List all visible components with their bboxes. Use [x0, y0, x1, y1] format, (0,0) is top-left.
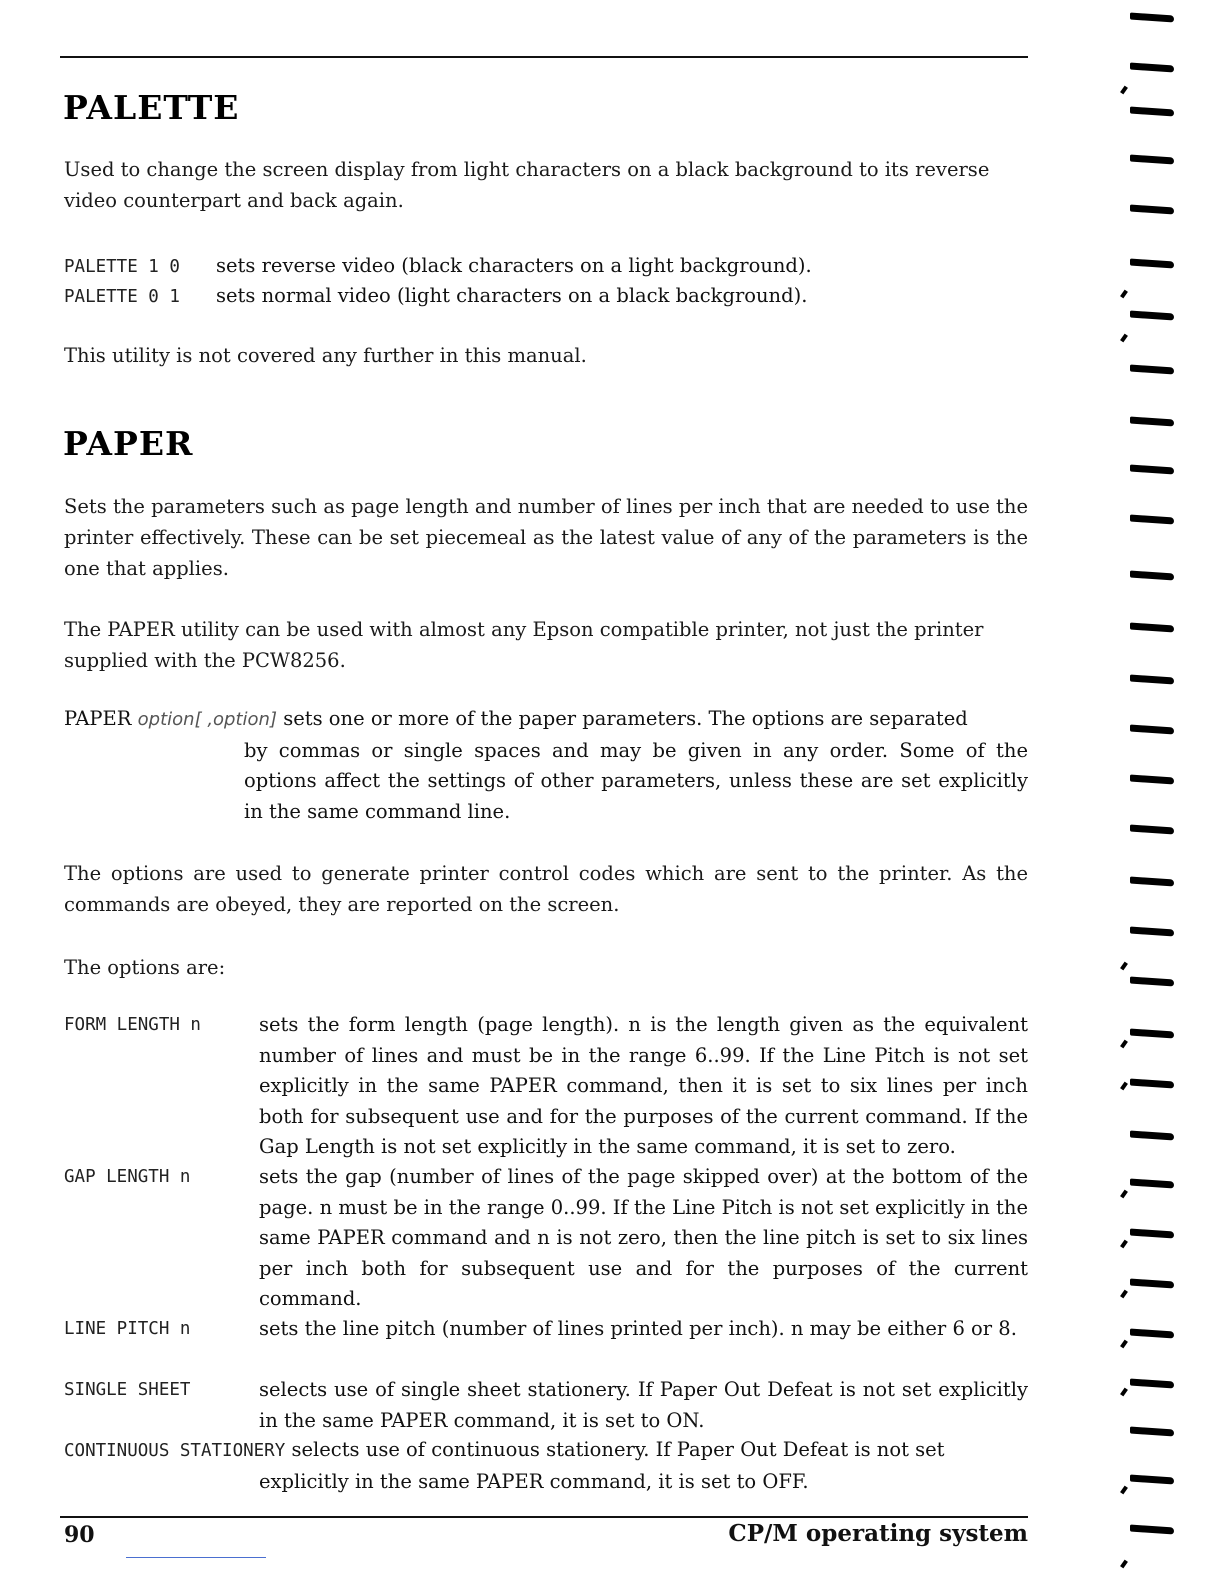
binding-mark	[1130, 1278, 1174, 1288]
binding-mark	[1130, 724, 1174, 734]
binding-mark	[1130, 876, 1174, 886]
palette-row-normal	[64, 280, 807, 313]
binding-tick	[1120, 1040, 1128, 1049]
binding-mark	[1130, 674, 1174, 684]
paper-control: The options are used to generate printer control codes which are sent to the printer. As the commands are obeyed, they are reported on the screen.	[64, 862, 1028, 916]
option-desc: sets the gap (number of lines of the page skipped over) at the bottom of the page. n must be in the range 0..99. If the Line Pitch is not set explicitly in the same PAPER command and n is not zero, then the line pitch is set to six lines per inch both for subsequent use and for the purposes of the current command.	[259, 1165, 1028, 1310]
binding-mark	[1130, 258, 1174, 268]
option-continuous-stationery	[64, 1435, 1028, 1497]
palette-desc: sets reverse video (black characters on a light background).	[216, 254, 812, 277]
binding-mark	[1130, 976, 1174, 986]
palette-desc: sets normal video (light characters on a black background).	[216, 284, 808, 307]
binding-mark	[1130, 1328, 1174, 1338]
binding-tick	[1120, 86, 1128, 95]
binding-mark	[1130, 1426, 1174, 1436]
option-desc-first: selects use of continuous stationery. If Paper Out Defeat is not set	[291, 1438, 945, 1461]
binding-mark	[1130, 1524, 1174, 1534]
binding-mark	[1130, 310, 1174, 320]
binding-mark	[1130, 570, 1174, 580]
binding-tick	[1120, 334, 1128, 343]
binding-mark	[1130, 154, 1174, 164]
binding-tick	[1120, 1290, 1128, 1299]
binding-tick	[1120, 1240, 1128, 1249]
footer-title: CP/M operating system	[728, 1520, 1028, 1547]
binding-tick	[1120, 962, 1128, 971]
option-label: GAP LENGTH n	[64, 1167, 191, 1187]
section-heading-paper: PAPER	[63, 424, 194, 463]
binding-tick	[1120, 1340, 1128, 1349]
binding-mark	[1130, 364, 1174, 374]
palette-intro: Used to change the screen display from light characters on a black background to its reverse video counterpart and back again.	[64, 158, 990, 212]
binding-mark	[1130, 514, 1174, 524]
binding-mark	[1130, 1228, 1174, 1238]
binding-tick	[1120, 1560, 1128, 1569]
bottom-rule	[60, 1516, 1028, 1518]
binding-tick	[1120, 1388, 1128, 1397]
binding-tick	[1120, 1486, 1128, 1495]
palette-row-reverse	[64, 250, 812, 283]
paper-intro: Sets the parameters such as page length and number of lines per inch that are needed to use the printer effectively. These can be set piecemeal as the latest value of any of the parameters is the one that applies.	[64, 495, 1028, 580]
option-desc-rest: explicitly in the same PAPER command, it is set to OFF.	[259, 1469, 809, 1493]
binding-mark	[1130, 1378, 1174, 1388]
option-desc: sets the line pitch (number of lines printed per inch). n may be either 6 or 8.	[259, 1317, 1017, 1340]
binding-mark	[1130, 464, 1174, 474]
paper-syntax	[64, 704, 1028, 827]
spiral-binding	[1120, 0, 1224, 1584]
binding-tick	[1120, 1082, 1128, 1091]
paper-syntax-cmd: PAPER	[64, 707, 132, 730]
binding-mark	[1130, 1078, 1174, 1088]
palette-note: This utility is not covered any further in this manual.	[64, 344, 587, 367]
binding-mark	[1130, 416, 1174, 426]
binding-mark	[1130, 1028, 1174, 1038]
option-desc: sets the form length (page length). n is the length given as the equivalent number of lines and must be in the range 6..99. If the Line Pitch is not set explicitly in the same PAPER command, then it is set to six lines per inch both for subsequent use and for the purposes of the current command. If the Gap Length is not set explicitly in the same command, it is set to zero.	[259, 1013, 1028, 1158]
option-single-sheet	[64, 1375, 1028, 1436]
paper-syntax-desc-rest: by commas or single spaces and may be given in any order. Some of the options affect the settings of other parameters, unless these are set explicitly in the same command line.	[244, 738, 1028, 823]
option-line-pitch	[64, 1314, 1028, 1345]
option-gap-length	[64, 1162, 1028, 1315]
option-label: SINGLE SHEET	[64, 1380, 191, 1400]
option-desc: selects use of single sheet stationery. If Paper Out Defeat is not set explicitly in the same PAPER command, it is set to ON.	[259, 1378, 1028, 1432]
binding-tick	[1120, 290, 1128, 299]
page-number: 90	[64, 1522, 95, 1548]
binding-mark	[1130, 12, 1174, 22]
binding-mark	[1130, 774, 1174, 784]
binding-tick	[1120, 1190, 1128, 1199]
binding-mark	[1130, 106, 1174, 116]
option-label: FORM LENGTH n	[64, 1015, 201, 1035]
binding-mark	[1130, 926, 1174, 936]
palette-cmd: PALETTE 1 0	[64, 257, 180, 277]
top-rule	[60, 56, 1028, 58]
paper-compat: The PAPER utility can be used with almost any Epson compatible printer, not just the printer supplied with the PCW8256.	[64, 618, 984, 672]
binding-mark	[1130, 204, 1174, 214]
option-label: CONTINUOUS STATIONERY	[64, 1441, 286, 1461]
option-form-length	[64, 1010, 1028, 1163]
binding-mark	[1130, 824, 1174, 834]
paper-syntax-args: option[ ,option]	[137, 709, 277, 730]
binding-mark	[1130, 1178, 1174, 1188]
section-heading-palette: PALETTE	[63, 88, 240, 127]
binding-mark	[1130, 62, 1174, 72]
binding-mark	[1130, 622, 1174, 632]
paper-syntax-desc-first: sets one or more of the paper parameters. The options are separated	[283, 707, 968, 730]
options-intro: The options are:	[64, 956, 226, 979]
binding-mark	[1130, 1474, 1174, 1484]
binding-mark	[1130, 1130, 1174, 1140]
option-label: LINE PITCH n	[64, 1319, 191, 1339]
scan-artifact-line	[126, 1557, 266, 1558]
palette-cmd: PALETTE 0 1	[64, 287, 180, 307]
